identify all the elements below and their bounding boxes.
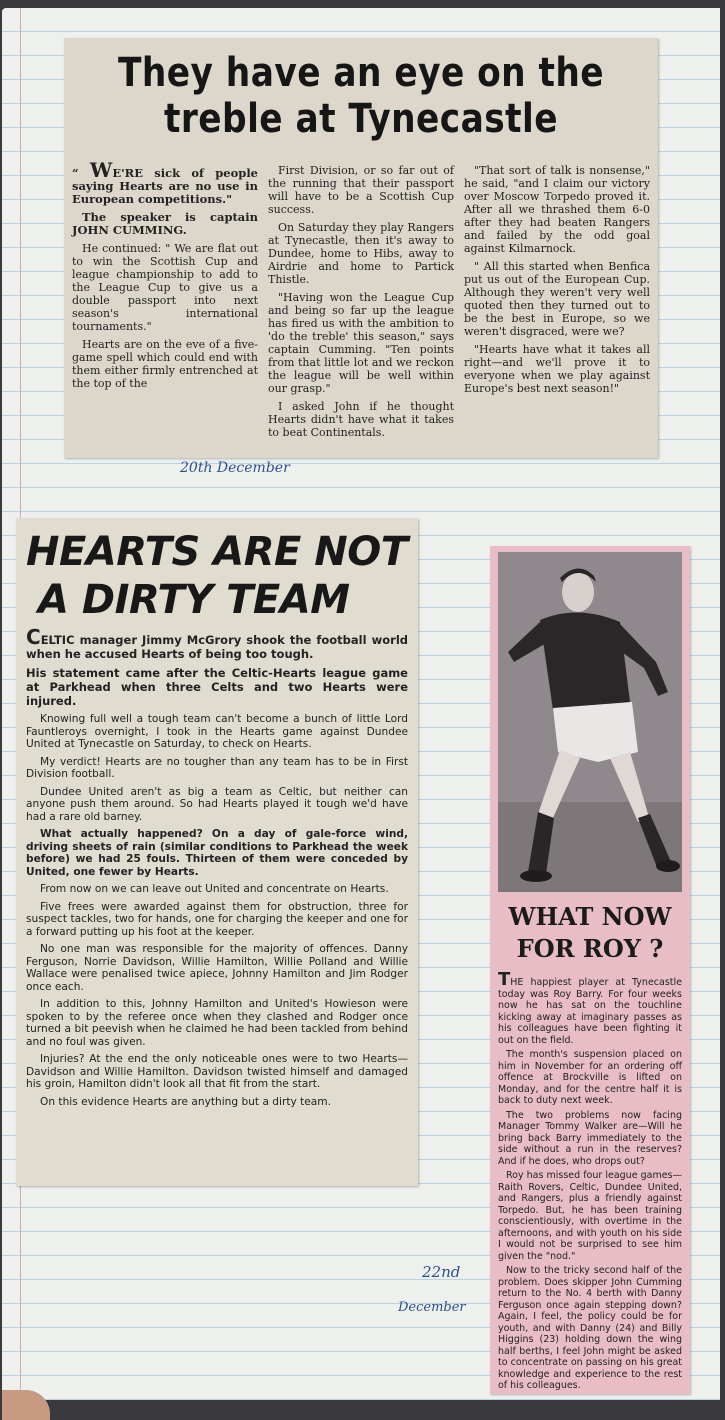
handwritten-december: December xyxy=(398,1300,466,1315)
article-paragraph: My verdict! Hearts are no tougher than any team has to be in First Division football. xyxy=(26,755,408,780)
article-paragraph: Injuries? At the end the only noticeable ones were to two Hearts—Davidson and Willie Hamilton. Davidson twisted himself and damaged his groin, Hamilton didn't look all that fit from the start. xyxy=(26,1053,408,1090)
article-paragraph: Roy has missed four league games—Raith Rovers, Celtic, Dundee United, and Rangers, plus a friendly against Torpedo. But, he has been training conscientiously, with overtime in the afternoons, and with youth on his side I would not be surprised to see him given the "nod." xyxy=(498,1170,682,1262)
article-paragraph: Five frees were awarded against them for obstruction, three for suspect tackles, two for hands, one for charging the keeper and one for a forward putting up his foot at the keeper. xyxy=(26,900,408,938)
column-1 xyxy=(72,158,258,444)
article-paragraph: The month's suspension placed on him in November for an ordering off offence at Brockville is lifted on Monday, and for the centre half it is back to duty next week. xyxy=(498,1049,682,1106)
article-paragraph: CELTIC manager Jimmy McGrory shook the football world when he accused Hearts of being too tough. xyxy=(26,625,408,661)
article-paragraph: I asked John if he thought Hearts didn't have what it takes to beat Continentals. xyxy=(268,400,454,439)
article-paragraph: The speaker is captain JOHN CUMMING. xyxy=(72,210,258,237)
player-photo-image xyxy=(498,552,682,892)
article-paragraph: "Hearts have what it takes all right—and we'll prove it to everyone when we play against Europe's best next season!" xyxy=(464,343,650,395)
scrapbook-page xyxy=(2,8,720,1400)
handwritten-date-20th: 20th December xyxy=(180,460,290,476)
article-paragraph: From now on we can leave out United and concentrate on Hearts. xyxy=(40,883,389,895)
article-paragraph: No one man was responsible for the majority of offences. Danny Ferguson, Norrie Davidson, Willie Hamilton, Willie Polland and Willie Wallace were penalised twice apiece, Johnny Hamilton and Jim Rodger once each. xyxy=(26,943,408,993)
article-body-roy xyxy=(498,969,682,1394)
column-3 xyxy=(464,164,650,444)
article-paragraph: Now to the tricky second half of the problem. Does skipper John Cumming return to the No. 4 berth with Danny Ferguson once again stepping down? Again, I feel, the policy could be for youth, and with Danny (24) and Billy Higgins (23) holding down the wing half berths, I feel John might be asked to concentrate on passing on his great knowledge and experience to the rest of his colleagues. xyxy=(498,1265,682,1391)
headline-what-now: WHAT NOW FOR ROY ? xyxy=(508,902,672,963)
player-photo xyxy=(498,552,682,892)
article-columns xyxy=(72,158,650,444)
article-paragraph: On Saturday they play Rangers at Tynecastle, then it's away to Dundee, home to Hibs, away to Airdrie and home to Partick Thistle. xyxy=(268,221,454,286)
headline-dirty-team: HEARTS ARE NOT A DIRTY TEAM xyxy=(26,529,408,623)
article-paragraph: In addition to this, Johnny Hamilton and United's Howieson were spoken to by the referee once when they clashed and Rodger once turned a bit peevish when he claimed he had been tackled from behind and no foul was given. xyxy=(26,998,408,1048)
article-paragraph: "That sort of talk is nonsense," he said, "and I claim our victory over Moscow Torpedo proved it. After all we thrashed them 6-0 after they had beaten Rangers and failed by the odd goal against Kilmarnock. xyxy=(464,164,650,255)
drop-cap: C xyxy=(26,625,41,649)
thumb-edge xyxy=(2,1390,50,1420)
article-paragraph: He continued: " We are flat out to win the Scottish Cup and league championship to add to the League Cup to give us a double passport into next season's international tournaments." xyxy=(72,242,258,333)
headline-treble: They have an eye on the treble at Tynecastle xyxy=(117,50,605,142)
article-paragraph: THE happiest player at Tynecastle today was Roy Barry. For four weeks now he has sat on the touchline kicking away at imaginary passes as his colleagues have been fighting it out on the field. xyxy=(498,969,682,1046)
article-paragraph: "Having won the League Cup and being so far up the league has fired us with the ambition to 'do the treble' this season," says captain Cumming. "Ten points from that little lot and we reckon the league will be well within our grasp." xyxy=(268,291,454,395)
article-paragraph: " All this started when Benfica put us out of the European Cup. Although they weren't very well quoted then they turned out to be the best in Europe, so we weren't disgraced, were we? xyxy=(464,260,650,338)
article-paragraph: Knowing full well a tough team can't become a bunch of little Lord Fauntleroys overnight, I took in the Hearts game against Dundee United at Tynecastle on Saturday, to check on Hearts. xyxy=(26,713,408,750)
article-paragraph: Hearts are on the eve of a five-game spell which could end with them either firmly entrenched at the top of the xyxy=(72,338,258,390)
article-paragraph: What actually happened? On a day of gale-force wind, driving sheets of rain (similar conditions to Parkhead the week before) we had 25 fouls. Thirteen of them were conceded by United, one fewer by Hearts. xyxy=(26,828,408,878)
article-paragraph: The two problems now facing Manager Tommy Walker are—Will he bring back Barry immediately to the side without a run in the reserves? And if he does, who drops out? xyxy=(498,1109,682,1167)
article-paragraph: First Division, or so far out of the running that their passport will have to be a Scottish Cup success. xyxy=(268,164,454,216)
clipping-dirty-team xyxy=(16,518,418,1186)
article-paragraph: “ WE'RE sick of people saying Hearts are no use in European competitions." xyxy=(72,158,258,206)
article-paragraph: Dundee United aren't as big a team as Celtic, but neither can anyone push them around. So had Hearts played it tough we'd have had a rare old barney. xyxy=(26,785,408,823)
drop-cap: W xyxy=(89,158,113,182)
clipping-roy-barry xyxy=(490,546,690,1394)
column-2 xyxy=(268,164,454,444)
drop-cap: T xyxy=(498,969,511,990)
article-paragraph: His statement came after the Celtic-Hearts league game at Parkhead when three Celts and two Hearts were injured. xyxy=(26,666,408,708)
article-paragraph: On this evidence Hearts are anything but a dirty team. xyxy=(40,1095,331,1108)
handwritten-date-22nd: 22nd xyxy=(422,1263,461,1281)
clipping-treble xyxy=(64,38,658,458)
article-body xyxy=(16,624,418,1108)
